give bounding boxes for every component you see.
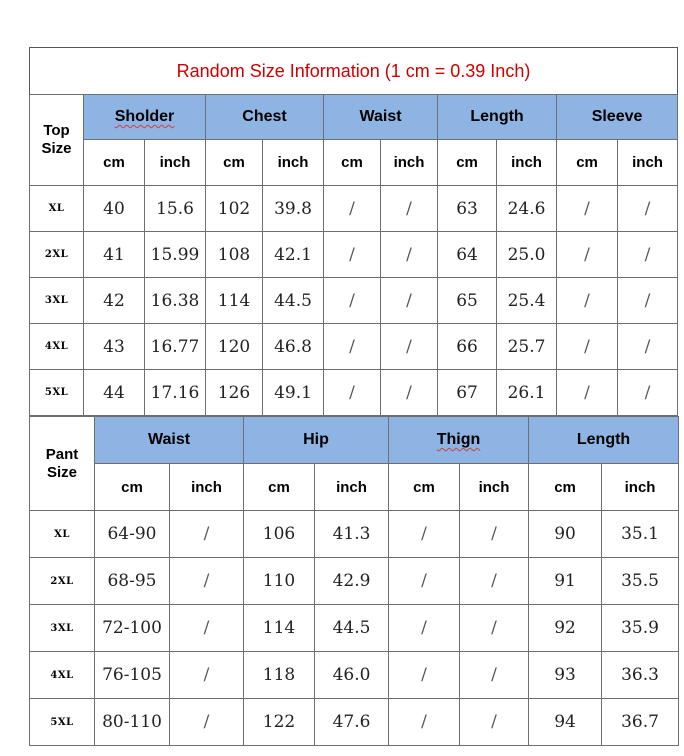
unit-cell: inch [315, 464, 389, 511]
measurement-cell: 90 [529, 511, 602, 558]
unit-cell: cm [438, 140, 497, 186]
measurement-cell: 36.7 [602, 699, 679, 746]
measurement-cell: / [170, 652, 244, 699]
measurement-cell: 122 [244, 699, 315, 746]
measurement-cell: 49.1 [263, 370, 324, 416]
measurement-cell: / [557, 370, 618, 416]
size-label: 5XL [30, 699, 95, 746]
measurement-cell: 25.0 [497, 232, 557, 278]
measurement-cell: / [381, 186, 438, 232]
pant-size-table [29, 416, 679, 746]
measurement-cell: / [618, 232, 678, 278]
measurement-cell: 63 [438, 186, 497, 232]
measurement-cell: 64 [438, 232, 497, 278]
chart-title: Random Size Information (1 cm = 0.39 Inch) [29, 47, 678, 94]
measurement-cell: / [389, 558, 460, 605]
measurement-cell: 41.3 [315, 511, 389, 558]
top-size-label-line1: Top [43, 122, 70, 139]
measurement-cell: / [324, 232, 381, 278]
measurement-cell: 39.8 [263, 186, 324, 232]
table-row [30, 699, 679, 746]
measurement-cell: / [381, 278, 438, 324]
measurement-cell: / [381, 324, 438, 370]
measurement-cell: 44.5 [263, 278, 324, 324]
measurement-cell: 15.99 [145, 232, 206, 278]
unit-cell: inch [460, 464, 529, 511]
pant-header-length: Length [529, 417, 679, 464]
measurement-cell: 76-105 [95, 652, 170, 699]
measurement-cell: 110 [244, 558, 315, 605]
measurement-cell: 47.6 [315, 699, 389, 746]
measurement-cell: 24.6 [497, 186, 557, 232]
size-label: 3XL [30, 605, 95, 652]
pant-size-label-line2: Size [46, 463, 77, 481]
measurement-cell: / [557, 232, 618, 278]
table-row [30, 605, 679, 652]
measurement-cell: 66 [438, 324, 497, 370]
measurement-cell: 68-95 [95, 558, 170, 605]
unit-cell: inch [497, 140, 557, 186]
pant-header-thigh-text: Thign [436, 431, 481, 448]
measurement-cell: 15.6 [145, 186, 206, 232]
measurement-cell: / [170, 511, 244, 558]
unit-cell: cm [529, 464, 602, 511]
pant-header-thigh [389, 417, 529, 464]
size-label: XL [30, 186, 84, 232]
measurement-cell: 42.1 [263, 232, 324, 278]
measurement-cell: / [557, 324, 618, 370]
measurement-cell: 16.77 [145, 324, 206, 370]
table-row [30, 324, 678, 370]
measurement-cell: 16.38 [145, 278, 206, 324]
measurement-cell: / [324, 324, 381, 370]
size-label: 2XL [30, 232, 84, 278]
measurement-cell: 126 [206, 370, 263, 416]
measurement-cell: 44.5 [315, 605, 389, 652]
measurement-cell: 118 [244, 652, 315, 699]
table-row [30, 652, 679, 699]
measurement-cell: / [460, 699, 529, 746]
measurement-cell: 114 [244, 605, 315, 652]
measurement-cell: 41 [84, 232, 145, 278]
measurement-cell: / [618, 370, 678, 416]
measurement-cell: 120 [206, 324, 263, 370]
table-row [30, 186, 678, 232]
measurement-cell: / [460, 652, 529, 699]
measurement-cell: 25.4 [497, 278, 557, 324]
measurement-cell: 91 [529, 558, 602, 605]
top-header-shoulder [84, 95, 206, 140]
top-size-label [30, 95, 84, 186]
measurement-cell: / [460, 558, 529, 605]
measurement-cell: 26.1 [497, 370, 557, 416]
measurement-cell: / [389, 605, 460, 652]
measurement-cell: 102 [206, 186, 263, 232]
top-header-length: Length [438, 95, 557, 140]
table-row [30, 370, 678, 416]
unit-cell: inch [170, 464, 244, 511]
top-units-row [30, 140, 678, 186]
table-row [30, 511, 679, 558]
size-label: 4XL [30, 324, 84, 370]
measurement-cell: 44 [84, 370, 145, 416]
unit-cell: cm [324, 140, 381, 186]
top-size-label-line2: Size [41, 140, 72, 157]
measurement-cell: / [170, 605, 244, 652]
measurement-cell: 35.1 [602, 511, 679, 558]
measurement-cell: 43 [84, 324, 145, 370]
measurement-cell: / [618, 324, 678, 370]
size-label: 2XL [30, 558, 95, 605]
pant-header-waist: Waist [95, 417, 244, 464]
unit-cell: inch [263, 140, 324, 186]
pant-header-hip: Hip [244, 417, 389, 464]
measurement-cell: 36.3 [602, 652, 679, 699]
pant-size-label [30, 417, 95, 511]
measurement-cell: 40 [84, 186, 145, 232]
unit-cell: inch [602, 464, 679, 511]
measurement-cell: 92 [529, 605, 602, 652]
size-label: 3XL [30, 278, 84, 324]
measurement-cell: / [389, 699, 460, 746]
unit-cell: cm [95, 464, 170, 511]
measurement-cell: 35.5 [602, 558, 679, 605]
measurement-cell: 93 [529, 652, 602, 699]
measurement-cell: 35.9 [602, 605, 679, 652]
top-header-chest: Chest [206, 95, 324, 140]
measurement-cell: 80-110 [95, 699, 170, 746]
measurement-cell: / [618, 278, 678, 324]
measurement-cell: / [460, 511, 529, 558]
measurement-cell: 25.7 [497, 324, 557, 370]
unit-cell: cm [557, 140, 618, 186]
measurement-cell: 64-90 [95, 511, 170, 558]
measurement-cell: 108 [206, 232, 263, 278]
top-header-sleeve: Sleeve [557, 95, 678, 140]
unit-cell: cm [389, 464, 460, 511]
pant-units-row [30, 464, 679, 511]
size-chart [29, 47, 678, 746]
measurement-cell: 46.8 [263, 324, 324, 370]
unit-cell: inch [618, 140, 678, 186]
measurement-cell: 17.16 [145, 370, 206, 416]
table-row [30, 278, 678, 324]
unit-cell: cm [206, 140, 263, 186]
measurement-cell: 42.9 [315, 558, 389, 605]
measurement-cell: / [324, 278, 381, 324]
measurement-cell: / [324, 370, 381, 416]
measurement-cell: 65 [438, 278, 497, 324]
size-label: 5XL [30, 370, 84, 416]
measurement-cell: / [324, 186, 381, 232]
unit-cell: inch [381, 140, 438, 186]
measurement-cell: / [381, 232, 438, 278]
top-header-shoulder-text: Sholder [114, 108, 175, 125]
top-size-table [29, 94, 678, 416]
measurement-cell: 114 [206, 278, 263, 324]
measurement-cell: / [460, 605, 529, 652]
measurement-cell: / [170, 699, 244, 746]
top-header-waist: Waist [324, 95, 438, 140]
unit-cell: cm [244, 464, 315, 511]
measurement-cell: / [381, 370, 438, 416]
measurement-cell: / [389, 511, 460, 558]
measurement-cell: 72-100 [95, 605, 170, 652]
size-label: XL [30, 511, 95, 558]
measurement-cell: 67 [438, 370, 497, 416]
unit-cell: cm [84, 140, 145, 186]
measurement-cell: / [618, 186, 678, 232]
unit-cell: inch [145, 140, 206, 186]
measurement-cell: 46.0 [315, 652, 389, 699]
table-row [30, 232, 678, 278]
table-row [30, 558, 679, 605]
measurement-cell: / [557, 186, 618, 232]
measurement-cell: / [170, 558, 244, 605]
pant-size-label-line1: Pant [45, 445, 79, 463]
size-label: 4XL [30, 652, 95, 699]
measurement-cell: 106 [244, 511, 315, 558]
measurement-cell: / [557, 278, 618, 324]
measurement-cell: 42 [84, 278, 145, 324]
measurement-cell: / [389, 652, 460, 699]
measurement-cell: 94 [529, 699, 602, 746]
